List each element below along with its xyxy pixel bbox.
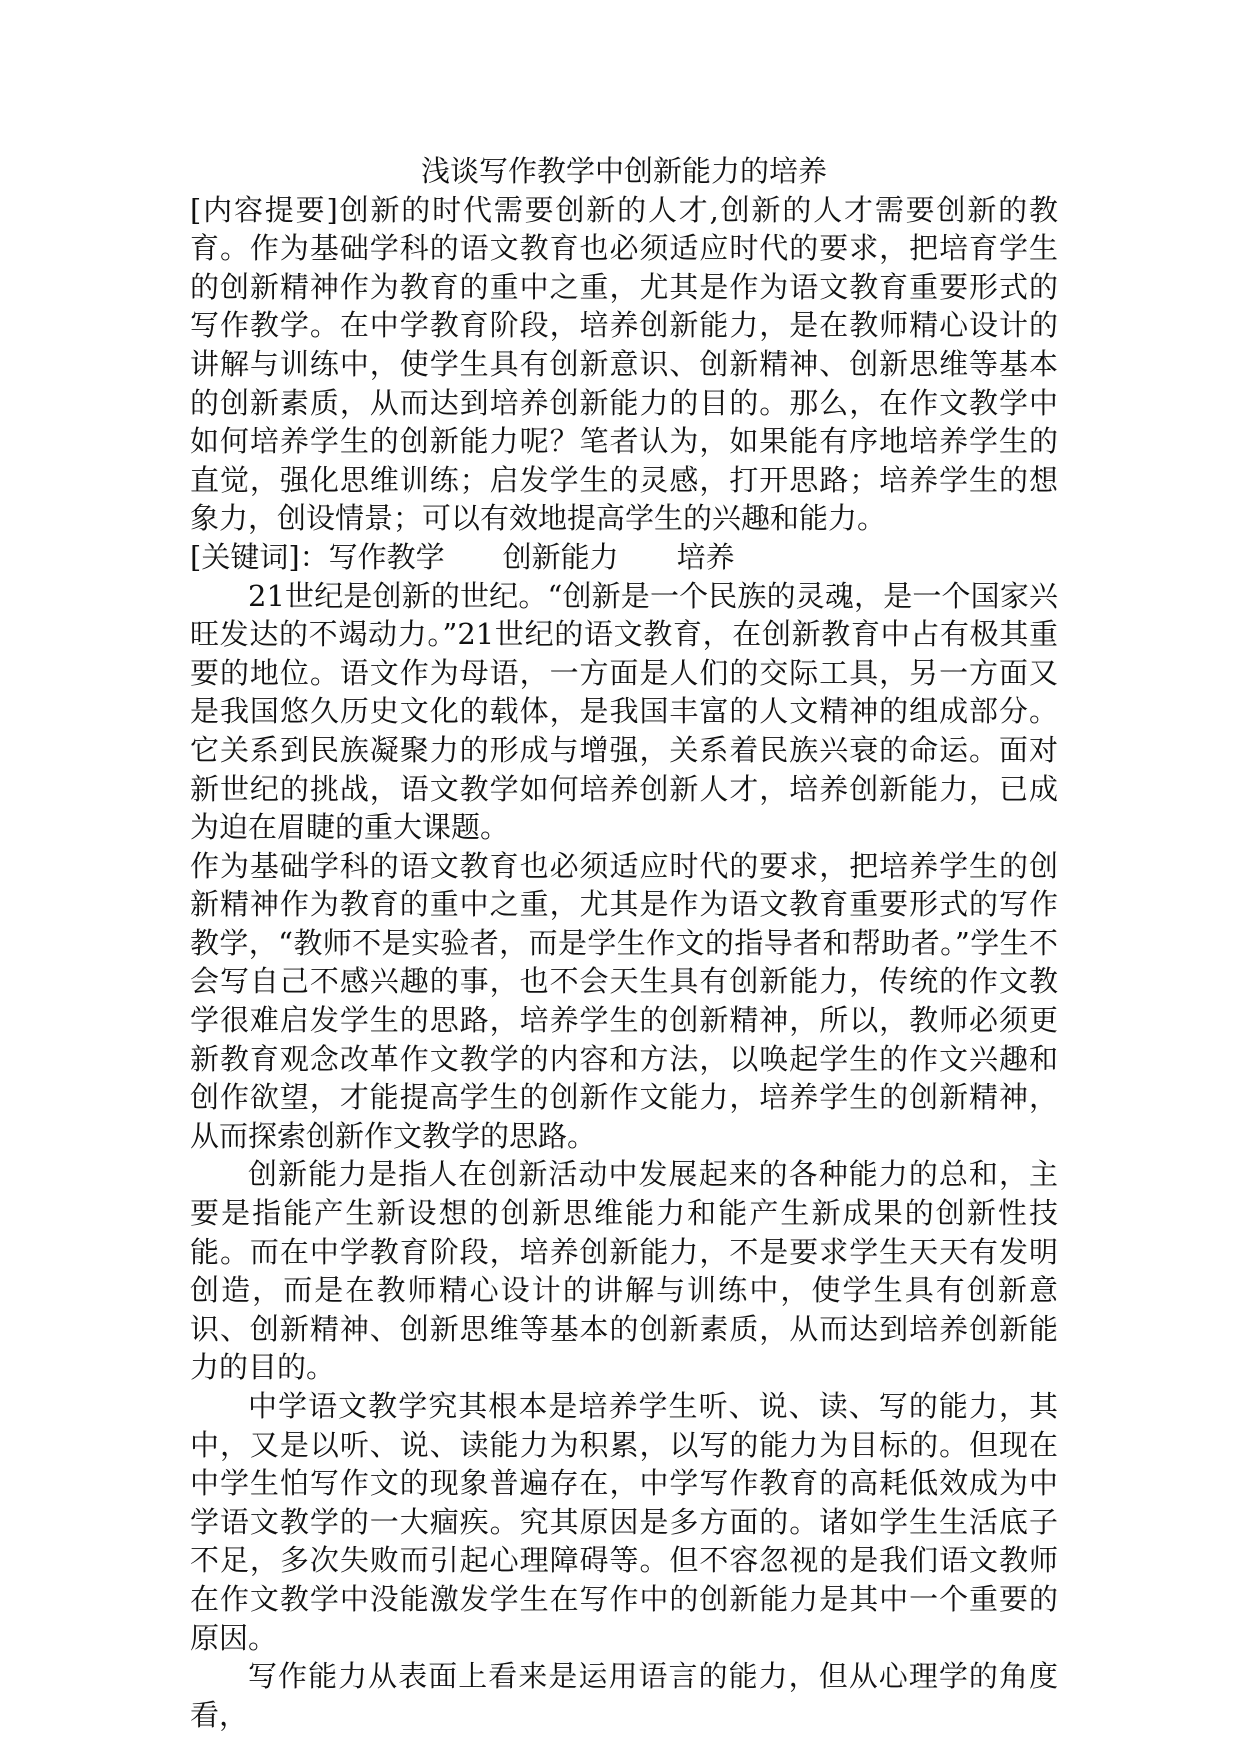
body-paragraph-1: 21世纪是创新的世纪。“创新是一个民族的灵魂，是一个国家兴旺发达的不竭动力。”21世纪的语文教育，在创新教育中占有极其重要的地位。语文作为母语，一方面是人们的交际工具，另一方面又是我国悠久历史文化的载体，是我国丰富的人文精神的组成部分。它关系到民族凝聚力的形成与增强，关系着民族兴衰的命运。面对新世纪的挑战，语文教学如何培养创新人才，培养创新能力，已成为迫在眉睫的重大课题。 (190, 578, 1058, 845)
keywords-label: [关键词]： (190, 539, 329, 574)
body-paragraph-3: 创新能力是指人在创新活动中发展起来的各种能力的总和，主要是指能产生新设想的创新思维能力和能产生新成果的创新性技能。而在中学教育阶段，培养创新能力，不是要求学生天天有发明创造，而是在教师精心设计的讲解与训练中，使学生具有创新意识、创新精神、创新思维等基本的创新素质，从而达到培养创新能力的目的。 (190, 1157, 1058, 1385)
body-paragraph-5: 写作能力从表面上看来是运用语言的能力，但从心理学的角度看， (190, 1659, 1058, 1732)
keyword-item: 创新能力 (502, 539, 619, 574)
document-body (190, 152, 1058, 1734)
body-paragraph-2: 作为基础学科的语文教育也必须适应时代的要求，把培养学生的创新精神作为教育的重中之重，尤其是作为语文教育重要形式的写作教学，“教师不是实验者，而是学生作文的指导者和帮助者。”学生不会写自己不感兴趣的事，也不会天生具有创新能力，传统的作文教学很难启发学生的思路，培养学生的创新精神，所以，教师必须更新教育观念改革作文教学的内容和方法，以唤起学生的作文兴趣和创作欲望，才能提高学生的创新作文能力，培养学生的创新精神，从而探索创新作文教学的思路。 (190, 848, 1058, 1153)
abstract-paragraph: [内容提要]创新的时代需要创新的人才,创新的人才需要创新的教育。作为基础学科的语文教育也必须适应时代的要求，把培育学生的创新精神作为教育的重中之重，尤其是作为语文教育重要形式的写作教学。在中学教育阶段，培养创新能力，是在教师精心设计的讲解与训练中，使学生具有创新意识、创新精神、创新思维等基本的创新素质，从而达到培养创新能力的目的。那么，在作文教学中如何培养学生的创新能力呢？笔者认为，如果能有序地培养学生的直觉，强化思维训练；启发学生的灵感，打开思路；培养学生的想象力，创设情景；可以有效地提高学生的兴趣和能力。 (190, 192, 1058, 536)
document-title: 浅谈写作教学中创新能力的培养 (420, 154, 827, 188)
keyword-item: 培养 (676, 539, 735, 574)
keywords-line (190, 538, 1058, 577)
keyword-item: 写作教学 (328, 539, 445, 574)
body-paragraph-4: 中学语文教学究其根本是培养学生听、说、读、写的能力，其中，又是以听、说、读能力为积累，以写的能力为目标的。但现在中学生怕写作文的现象普遍存在，中学写作教育的高耗低效成为中学语文教学的一大痼疾。究其原因是多方面的。诸如学生生活底子不足，多次失败而引起心理障碍等。但不容忽视的是我们语文教师在作文教学中没能激发学生在写作中的创新能力是其中一个重要的原因。 (190, 1389, 1058, 1655)
